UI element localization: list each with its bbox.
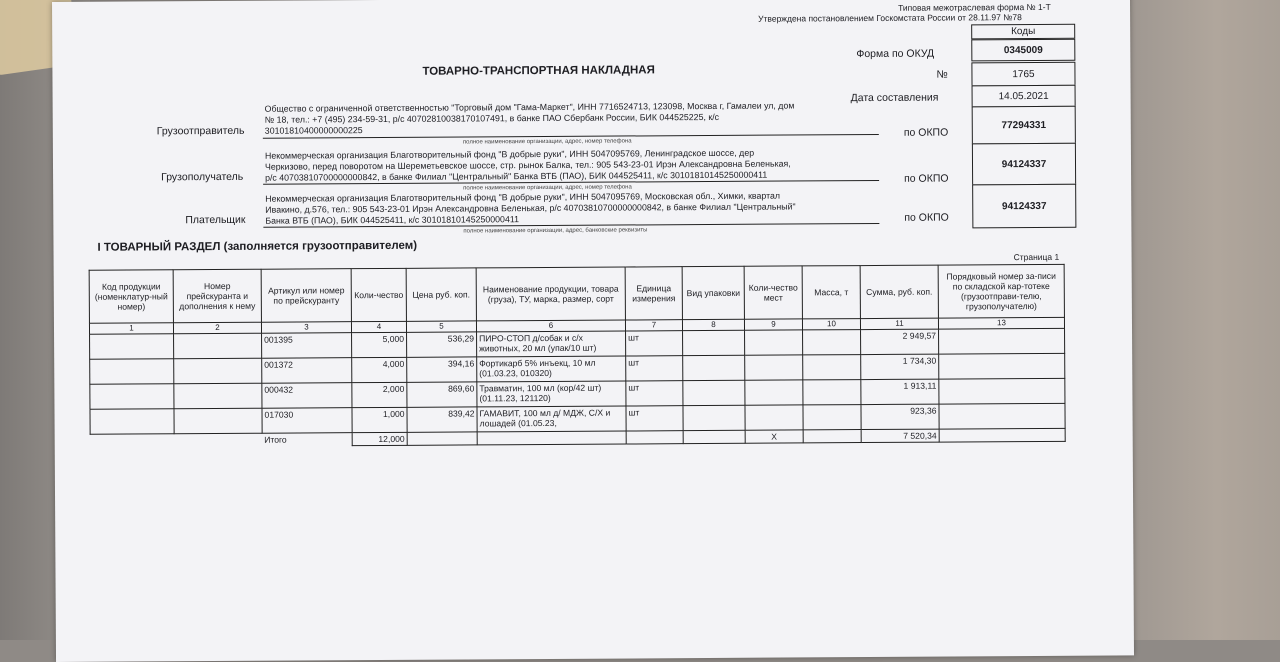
number-label: № bbox=[936, 68, 948, 81]
invoice-date: 14.05.2021 bbox=[972, 85, 1076, 108]
col-num: 3 bbox=[261, 322, 351, 334]
okud-code: 0345009 bbox=[971, 39, 1075, 62]
unit-cell: шт bbox=[626, 331, 683, 356]
col-num: 13 bbox=[938, 317, 1064, 329]
quantity-cell: 4,000 bbox=[352, 357, 407, 382]
col-num: 8 bbox=[682, 319, 744, 330]
form-approval: Утверждена постановлением Госкомстата России от 28.11.97 №78 bbox=[758, 12, 1022, 24]
payer-details: Некоммерческая организация Благотворительный фонд "В добрые руки", ИНН 5047095769, Московская обл., Химки, квартал Ивакино, д.576, тел.: 905 543-23-01 Ирэн Александровна Беленькая, р/с 40703810700000000842, в банке Филиал "Центральный" Банка ВТБ (ПАО), БИК 044525411, к/с 30101810145250000411 bbox=[265, 190, 796, 226]
price-cell: 869,60 bbox=[407, 382, 477, 407]
document-title: ТОВАРНО-ТРАНСПОРТНАЯ НАКЛАДНАЯ bbox=[422, 64, 655, 78]
col-places: Коли-чество мест bbox=[744, 266, 802, 319]
okud-label: Форма по ОКУД bbox=[856, 47, 935, 61]
section-title: I ТОВАРНЫЙ РАЗДЕЛ (заполняется грузоотправителем) bbox=[97, 239, 418, 254]
shipper-details: Общество с ограниченной ответственностью "Торговый дом "Гама-Маркет", ИНН 7716524713, 123098, Москва г, Гамалеи ул, дом № 18, тел.: +7 (495) 234-59-31, р/с 40702810038170107491, в банке ПАО Сбербанк России, БИК 044525225, к/с 30101810400000000225 bbox=[264, 100, 795, 136]
quantity-cell: 1,000 bbox=[352, 407, 407, 432]
total-places: Х bbox=[745, 430, 803, 443]
col-unit: Единица измерения bbox=[625, 267, 682, 320]
invoice-document bbox=[52, 0, 1134, 662]
col-num: 1 bbox=[89, 323, 173, 335]
unit-cell: шт bbox=[626, 406, 683, 431]
col-price: Цена руб. коп. bbox=[406, 268, 476, 321]
col-record-number: Порядковый номер за-писи по складской кар-тотеке (грузоотправи-телю, грузополучателю) bbox=[938, 264, 1064, 318]
payer-okpo-label: по ОКПО bbox=[904, 211, 949, 224]
shipper-caption: полное наименование организации, адрес, номер телефона bbox=[462, 138, 632, 146]
col-num: 11 bbox=[860, 318, 938, 329]
total-sum: 7 520,34 bbox=[861, 429, 939, 442]
col-sum: Сумма, руб. коп. bbox=[860, 265, 938, 318]
quantity-cell: 2,000 bbox=[352, 382, 407, 407]
invoice-number: 1765 bbox=[971, 62, 1075, 87]
payer-label: Плательщик bbox=[185, 213, 246, 227]
total-quantity: 12,000 bbox=[352, 432, 407, 445]
col-num: 6 bbox=[476, 320, 625, 332]
total-label: Итого bbox=[264, 434, 287, 445]
col-num: 7 bbox=[625, 320, 682, 331]
table-header-row bbox=[89, 264, 1064, 323]
product-name-cell: ГАМАВИТ, 100 мл д/ МДЖ, С/Х и лошадей (01.05.23, bbox=[477, 406, 626, 432]
shipper-label: Грузоотправитель bbox=[156, 124, 245, 138]
col-article: Артикул или номер по прейскуранту bbox=[261, 269, 351, 323]
page-number: Страница 1 bbox=[1013, 251, 1060, 263]
article-cell: 001395 bbox=[262, 333, 352, 359]
background-right bbox=[1120, 0, 1280, 640]
consignee-okpo-label: по ОКПО bbox=[904, 172, 949, 185]
consignee-details: Некоммерческая организация Благотворительный фонд "В добрые руки", ИНН 5047095769, Ленинградское шоссе, дер Черкизово, перед поворотом на Шереметьевское шоссе, стр. рынок Балка, тел.: 905 543-23-01 Ирэн Александровна Беленькая, р/с 40703810700000000842, в банке Филиал "Центральный" Банка ВТБ (ПАО), БИК 044525411, к/с 30101810145250000411 bbox=[264, 147, 791, 183]
form-type: Типовая межотраслевая форма № 1-Т bbox=[898, 1, 1051, 13]
col-num: 9 bbox=[744, 319, 802, 330]
sum-cell: 1 913,11 bbox=[861, 379, 939, 404]
codes-header: Коды bbox=[971, 24, 1075, 40]
price-cell: 839,42 bbox=[407, 407, 477, 432]
col-num: 2 bbox=[173, 322, 261, 334]
sum-cell: 2 949,57 bbox=[861, 329, 939, 354]
col-num: 10 bbox=[802, 319, 860, 330]
price-cell: 394,16 bbox=[407, 357, 477, 382]
col-num: 4 bbox=[351, 321, 406, 332]
price-cell: 536,29 bbox=[407, 332, 477, 357]
col-product-code: Код продукции (номенклатур-ный номер) bbox=[89, 270, 173, 324]
shipper-okpo-label: по ОКПО bbox=[903, 126, 949, 139]
payer-okpo: 94124337 bbox=[972, 184, 1076, 229]
sum-cell: 923,36 bbox=[861, 404, 939, 429]
sum-cell: 1 734,30 bbox=[861, 354, 939, 379]
quantity-cell: 5,000 bbox=[352, 332, 407, 357]
unit-cell: шт bbox=[626, 356, 683, 381]
article-cell: 001372 bbox=[262, 358, 352, 384]
product-name-cell: ПИРО-СТОП д/собак и с/х животных, 20 мл (упак/10 шт) bbox=[477, 331, 626, 357]
article-cell: 017030 bbox=[262, 408, 352, 434]
consignee-label: Грузополучатель bbox=[161, 170, 244, 184]
col-product-name: Наименование продукции, товара (груза), ТУ, марка, размер, сорт bbox=[476, 267, 625, 321]
goods-table bbox=[89, 264, 1066, 448]
product-name-cell: Фортикарб 5% инъекц, 10 мл (01.03.23, 010320) bbox=[477, 356, 626, 382]
payer-caption: полное наименование организации, адрес, банковские реквизиты bbox=[463, 227, 648, 235]
consignee-caption: полное наименование организации, адрес, номер телефона bbox=[463, 184, 632, 192]
col-mass: Масса, т bbox=[802, 266, 860, 319]
unit-cell: шт bbox=[626, 381, 683, 406]
date-label: Дата составления bbox=[850, 91, 939, 105]
col-quantity: Коли-чество bbox=[351, 268, 406, 321]
col-price-list: Номер прейскуранта и дополнения к нему bbox=[173, 269, 261, 323]
col-num: 5 bbox=[406, 321, 476, 332]
article-cell: 000432 bbox=[262, 383, 352, 409]
col-packaging: Вид упаковки bbox=[682, 266, 744, 319]
product-name-cell: Травматин, 100 мл (кор/42 шт) (01.11.23, 121120) bbox=[477, 381, 626, 407]
consignee-okpo: 94124337 bbox=[972, 143, 1076, 186]
shipper-okpo: 77294331 bbox=[972, 106, 1076, 145]
